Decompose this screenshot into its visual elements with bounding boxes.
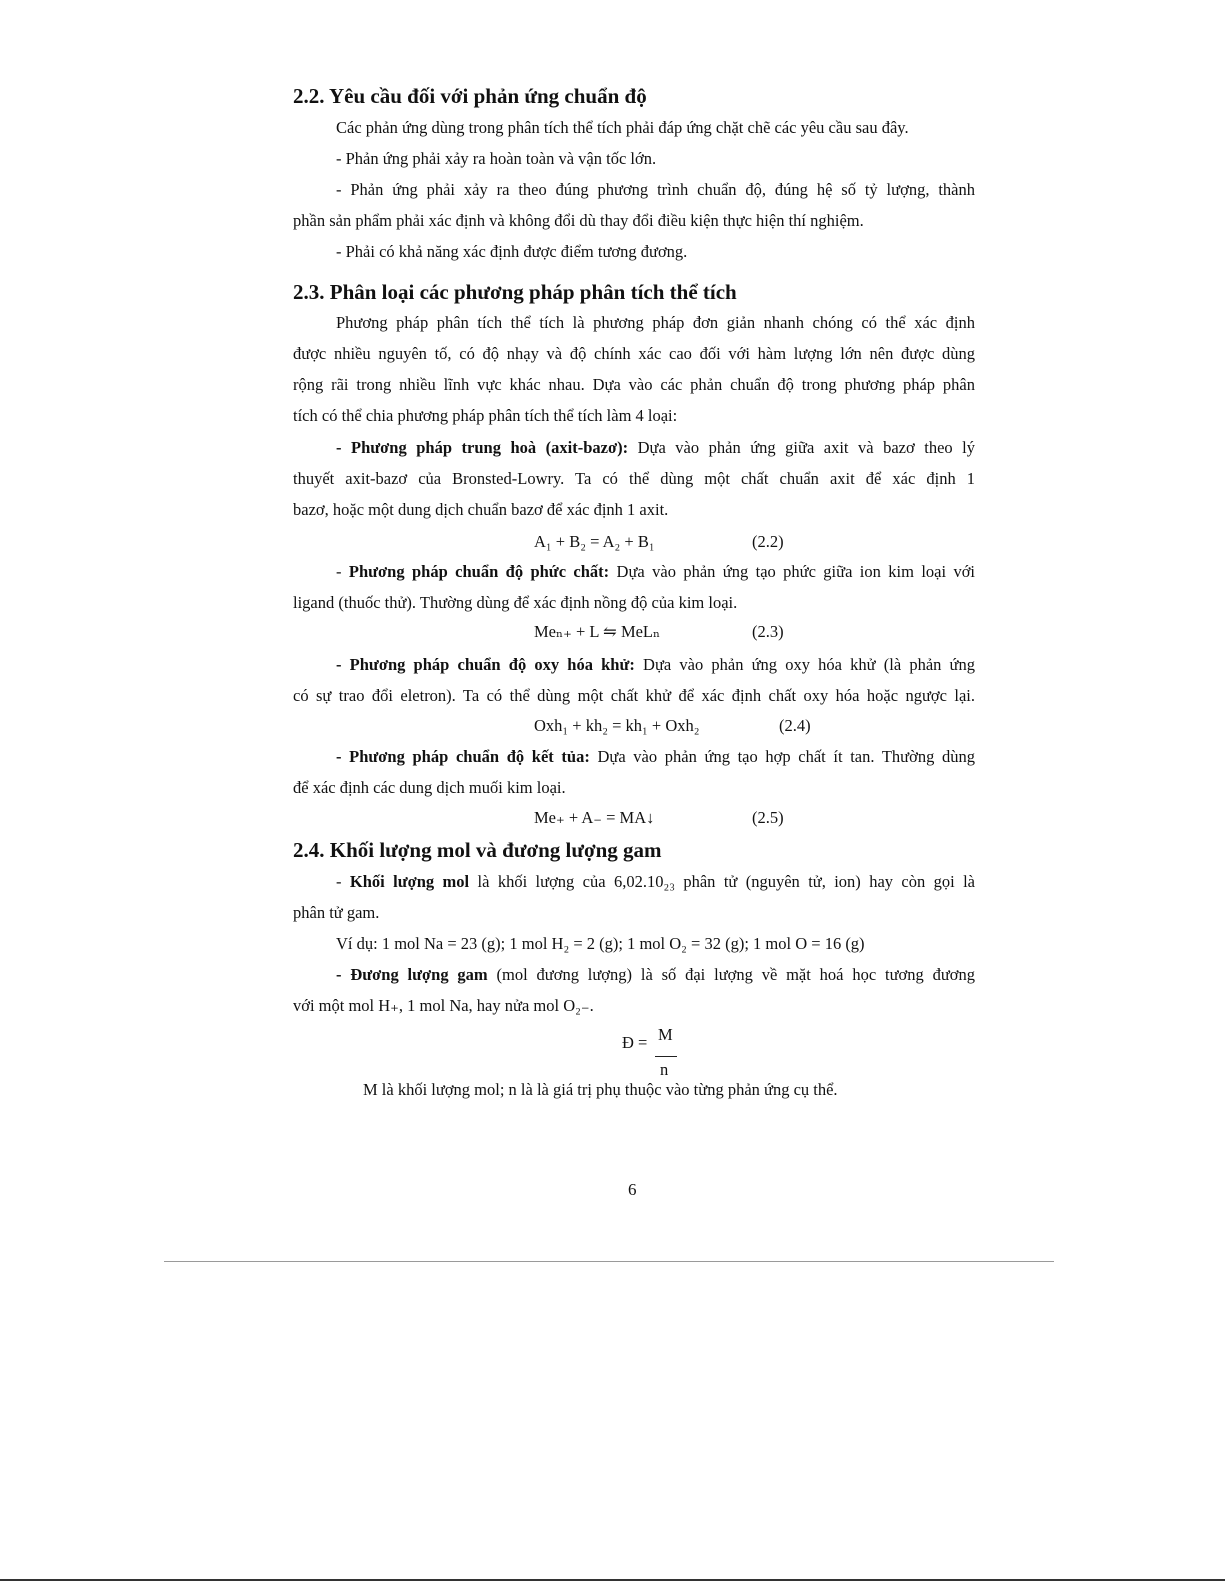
definition-text: là khối lượng của 6,02.10₂₃ phân tử (nguyên tử, ion) hay còn gọi là xyxy=(469,872,975,891)
definition-dash: - xyxy=(336,872,350,891)
equation: A₁ + B₂ = A₂ + B₁ xyxy=(534,532,655,551)
method-text: Dựa vào phản ứng oxy hóa khử (là phản ứng xyxy=(634,655,975,674)
formula-lhs: Đ = xyxy=(622,1033,648,1052)
equation: Meₙ₊ + L ⇋ MeLₙ xyxy=(534,622,661,641)
paragraph: - Phải có khả năng xác định được điểm tương đương. xyxy=(336,242,688,261)
paragraph: tích có thể chia phương pháp phân tích thể tích làm 4 loại: xyxy=(293,406,678,425)
equivalent-formula xyxy=(622,1025,673,1079)
section-2-3-heading: 2.3. Phân loại các phương pháp phân tích thể tích xyxy=(293,280,737,304)
paragraph: thuyết axit-bazơ của Bronsted-Lowry. Ta có thể dùng một chất chuẩn axit để xác định 1 xyxy=(293,469,975,488)
example: Ví dụ: 1 mol Na = 23 (g); 1 mol H₂ = 2 (g); 1 mol O₂ = 32 (g); 1 mol O = 16 (g) xyxy=(336,934,865,953)
method-redox xyxy=(336,655,975,675)
equation: Me₊ + A₋ = MA↓ xyxy=(534,808,655,827)
paragraph: ligand (thuốc thử). Thường dùng để xác định nồng độ của kim loại. xyxy=(293,593,738,612)
paragraph: Các phản ứng dùng trong phân tích thể tích phải đáp ứng chặt chẽ các yêu cầu sau đây. xyxy=(336,118,909,137)
equivalent-mass-definition xyxy=(336,965,975,985)
equation-number: (2.5) xyxy=(752,808,784,827)
method-title: - Phương pháp trung hoà (axit-bazơ): xyxy=(336,438,629,457)
page-number: 6 xyxy=(628,1180,637,1199)
method-title: - Phương pháp chuẩn độ kết tủa: xyxy=(336,747,590,766)
paragraph: - Phản ứng phải xảy ra hoàn toàn và vận tốc lớn. xyxy=(336,149,657,168)
paragraph: với một mol H₊, 1 mol Na, hay nửa mol O₂₋. xyxy=(293,996,594,1015)
fraction-bar xyxy=(655,1056,677,1057)
molar-mass-definition xyxy=(336,872,975,892)
formula-numerator: M xyxy=(658,1025,673,1044)
equation-number: (2.2) xyxy=(752,532,784,551)
paragraph: - Phản ứng phải xảy ra theo đúng phương trình chuẩn độ, đúng hệ số tỷ lượng, thành xyxy=(336,180,975,199)
equation: Oxh₁ + kh₂ = kh₁ + Oxh₂ xyxy=(534,716,700,735)
method-neutralization xyxy=(336,438,975,458)
paragraph: rộng rãi trong nhiều lĩnh vực khác nhau. Dựa vào các phản chuẩn độ trong phương pháp phân xyxy=(293,375,975,394)
paragraph: được nhiều nguyên tố, có độ nhạy và độ chính xác cao đối với hàm lượng lớn nên được dùng xyxy=(293,344,975,363)
method-text: Dựa vào phản ứng tạo hợp chất ít tan. Thường dùng xyxy=(589,747,975,766)
formula-note: M là khối lượng mol; n là là giá trị phụ thuộc vào từng phản ứng cụ thể. xyxy=(363,1080,838,1099)
paragraph: để xác định các dung dịch muối kim loại. xyxy=(293,778,566,797)
section-2-4-heading: 2.4. Khối lượng mol và đương lượng gam xyxy=(293,838,662,862)
term: Khối lượng mol xyxy=(349,872,470,891)
bottom-border xyxy=(0,1579,1225,1581)
paragraph: có sự trao đổi eletron). Ta có thể dùng một chất khử để xác định chất oxy hóa hoặc ngược lại. xyxy=(293,686,975,705)
term: - Đương lượng gam xyxy=(336,965,488,984)
definition-text: (mol đương lượng) là số đại lượng về mặt hoá học tương đương xyxy=(487,965,976,984)
paragraph: Phương pháp phân tích thể tích là phương pháp đơn giản nhanh chóng có thể xác định xyxy=(336,313,975,332)
method-complexometric xyxy=(336,562,975,582)
page-divider xyxy=(164,1261,1054,1262)
method-dash: - xyxy=(336,562,349,581)
method-precipitation xyxy=(336,747,975,767)
equation-number: (2.3) xyxy=(752,622,784,641)
paragraph: phân tử gam. xyxy=(293,903,380,922)
paragraph: bazơ, hoặc một dung dịch chuẩn bazơ để xác định 1 axit. xyxy=(293,500,669,519)
method-title: Phương pháp chuẩn độ phức chất: xyxy=(348,562,610,581)
equation-number: (2.4) xyxy=(779,716,811,735)
section-2-2-heading: 2.2. Yêu cầu đối với phản ứng chuẩn độ xyxy=(293,84,647,108)
method-title: - Phương pháp chuẩn độ oxy hóa khử: xyxy=(336,655,635,674)
paragraph: phần sản phẩm phải xác định và không đổi dù thay đổi điều kiện thực hiện thí nghiệm. xyxy=(293,211,864,230)
method-text: Dựa vào phản ứng tạo phức giữa ion kim loại với xyxy=(609,562,975,581)
formula-denominator: n xyxy=(660,1060,669,1079)
method-text: Dựa vào phản ứng giữa axit và bazơ theo lý xyxy=(628,438,975,457)
